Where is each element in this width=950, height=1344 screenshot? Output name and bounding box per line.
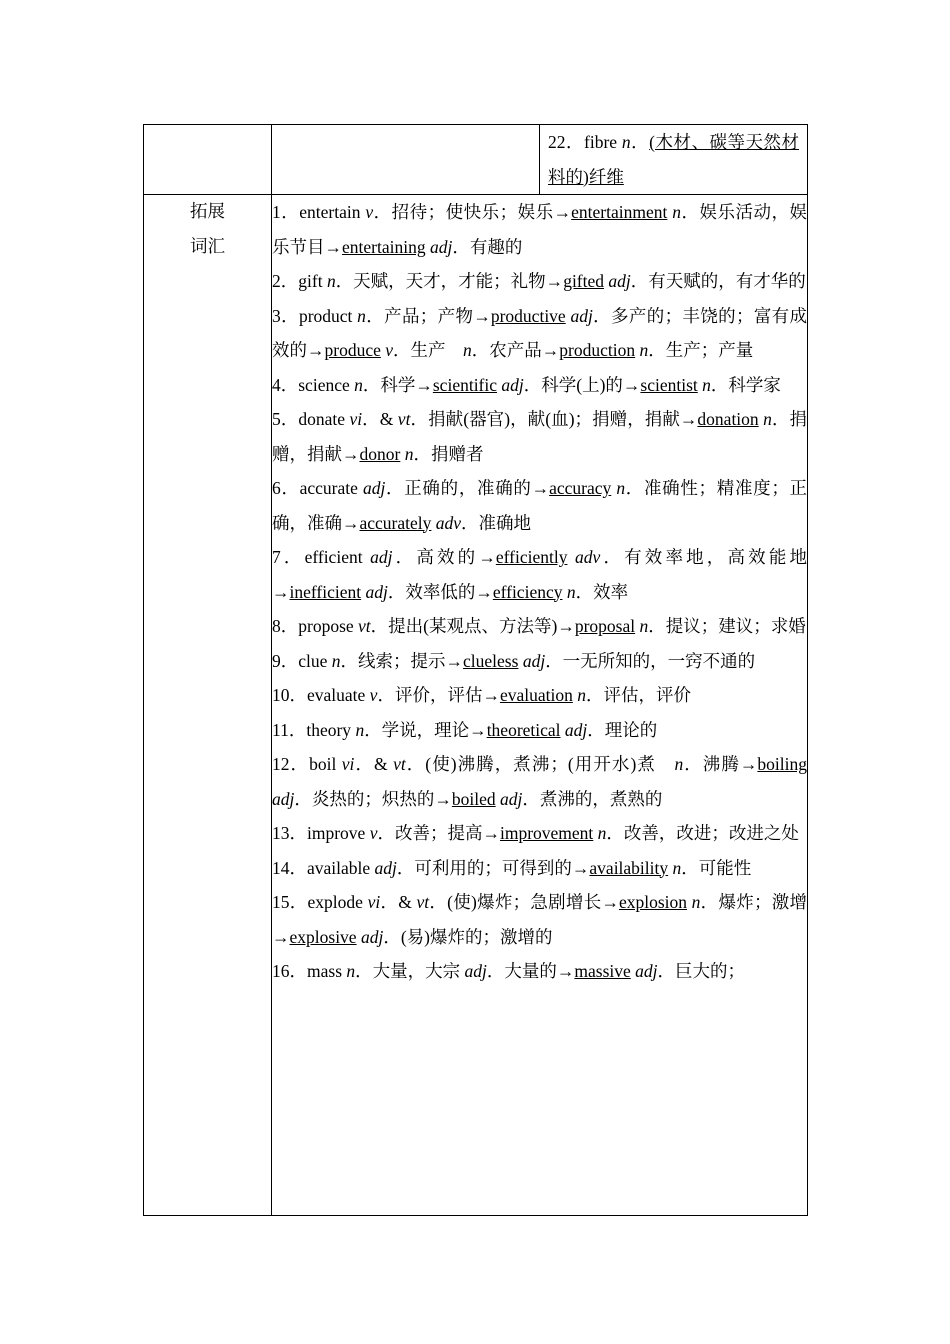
vocabulary-table: [143, 124, 808, 1216]
entry-text: 12．boil: [272, 754, 342, 774]
part-of-speech: n: [357, 305, 366, 326]
entry-meaning: (木材、碳等天然材料的)纤维: [548, 132, 799, 187]
derived-word: availability: [589, 857, 669, 878]
part-of-speech: vi: [341, 754, 355, 774]
entry-text: ．正确的，准确的→: [385, 478, 550, 498]
entry-text: ．改善；提高→: [377, 823, 500, 843]
entry-text: ．炎热的；炽热的→: [294, 788, 452, 809]
part-of-speech: v: [369, 685, 378, 705]
entry-text: 11．theory: [272, 719, 356, 740]
part-of-speech: adj: [522, 650, 546, 671]
category-label: [144, 195, 271, 264]
part-of-speech: n: [404, 443, 414, 464]
vocab-entry: [272, 540, 807, 609]
part-of-speech: adj: [374, 857, 397, 878]
part-of-speech: n: [702, 374, 711, 395]
derived-word: scientist: [640, 374, 698, 395]
part-of-speech: v: [365, 202, 374, 222]
part-of-speech: adj: [564, 719, 588, 740]
derived-word: proposal: [574, 616, 636, 636]
part-of-speech: adj: [362, 478, 386, 498]
entry-text: ．招待；使快乐；娱乐→: [373, 202, 572, 222]
part-of-speech: n: [621, 132, 631, 152]
part-of-speech: n: [331, 650, 341, 671]
entry-text: ．有效率地，高效能地→: [272, 547, 807, 602]
derived-word: explosive: [289, 926, 357, 947]
entry-text: ．巨大的；: [657, 961, 746, 981]
part-of-speech: n: [674, 754, 684, 774]
entry-text: 16．mass: [272, 961, 347, 981]
entry-text: 9．clue: [272, 650, 332, 671]
entry-text: ．捐献(器官)，献(血)；捐赠，捐献→: [410, 409, 698, 429]
derived-word: gifted: [563, 271, 605, 291]
entry-text: ．提议；建议；求婚: [648, 616, 806, 636]
part-of-speech: adj: [570, 305, 593, 326]
entry-text: ．(使)沸腾，煮沸；(用开水)煮: [405, 754, 675, 774]
part-of-speech: adj: [360, 926, 384, 947]
entry-text: 3．product: [272, 305, 358, 326]
derived-word: accuracy: [549, 478, 612, 498]
part-of-speech: n: [616, 478, 626, 498]
derived-word: efficiently: [495, 547, 568, 567]
derived-word: production: [559, 340, 636, 360]
entry-text: ．可能性: [681, 857, 752, 878]
part-of-speech: vt: [358, 616, 371, 636]
part-of-speech: adj: [608, 271, 631, 291]
vocab-entry: [540, 125, 807, 194]
part-of-speech: n: [672, 202, 682, 222]
vocab-entry: [272, 954, 807, 989]
part-of-speech: n: [566, 581, 576, 602]
entry-text: ．产品；产物→: [365, 305, 491, 326]
part-of-speech: adj: [272, 788, 295, 809]
entry-text: ．高效的→: [392, 547, 496, 567]
entry-text: 1．entertain: [272, 202, 366, 222]
part-of-speech: adj: [500, 788, 523, 809]
vocab-cell: [540, 125, 808, 195]
entry-text: ．科学(上)的→: [523, 374, 641, 395]
derived-word: clueless: [463, 650, 519, 671]
vocab-entry: [272, 816, 807, 851]
part-of-speech: n: [355, 719, 365, 740]
table-row: [144, 195, 808, 1216]
entry-text: ．煮沸的，煮熟的: [522, 788, 663, 809]
entry-text: 7．efficient: [272, 547, 371, 567]
derived-word: boiled: [451, 788, 496, 809]
part-of-speech: v: [385, 340, 394, 360]
entry-text: 15．explode: [272, 892, 368, 912]
part-of-speech: n: [763, 409, 772, 429]
vocab-list-cell: [272, 195, 808, 1216]
table-row: [144, 125, 808, 195]
entry-text: ．有天赋的，有才华的: [630, 271, 806, 291]
vocab-entry: [272, 609, 807, 644]
entry-text: ．大量，大宗: [355, 961, 465, 981]
part-of-speech: vi: [349, 409, 363, 429]
entry-text: ．准确地: [461, 512, 532, 533]
part-of-speech: n: [326, 271, 336, 291]
vocab-entry: [272, 402, 807, 471]
derived-word: improvement: [499, 823, 594, 843]
entry-text: ．(易)爆炸的；激增的: [383, 926, 553, 947]
entry-text: ．评估，评价: [585, 685, 691, 705]
entry-text: ．理论的: [587, 719, 658, 740]
derived-word: efficiency: [492, 581, 563, 602]
entry-text: ．科学→: [362, 374, 433, 395]
part-of-speech: adj: [635, 961, 658, 981]
entry-text: ．&: [354, 754, 394, 774]
category-cell: [144, 195, 272, 1216]
entry-text: ．线索；提示→: [340, 650, 464, 671]
entry-text: [567, 547, 575, 567]
derived-word: massive: [574, 961, 631, 981]
entry-text: ．多产的；丰饶的；富有成效的→: [272, 305, 807, 360]
part-of-speech: n: [691, 892, 701, 912]
vocab-entry: [272, 368, 807, 403]
part-of-speech: adv: [435, 512, 462, 533]
derived-word: theoretical: [486, 719, 561, 740]
part-of-speech: adv: [575, 547, 601, 567]
vocab-entry: [272, 644, 807, 679]
part-of-speech: n: [639, 340, 649, 360]
entry-text: ．生产；产量: [648, 340, 754, 360]
vocab-entry: [272, 264, 807, 299]
entry-text: ．可利用的；可得到的→: [396, 857, 590, 878]
entry-text: ．生产: [393, 340, 464, 360]
entry-text: ．改善，改进；改进之处: [606, 823, 799, 843]
derived-word: productive: [490, 305, 566, 326]
part-of-speech: n: [346, 961, 356, 981]
vocab-entry: [272, 678, 807, 713]
derived-word: donor: [359, 443, 401, 464]
part-of-speech: adj: [464, 961, 487, 981]
entry-text: ．效率: [575, 581, 629, 602]
entry-text: 5．donate: [272, 409, 350, 429]
entry-text: ．捐赠，捐献→: [272, 409, 807, 464]
entry-text: ．评价，评估→: [377, 685, 500, 705]
entry-text: 2．gift: [272, 271, 327, 291]
entry-text: 8．propose: [272, 616, 359, 636]
part-of-speech: vt: [397, 409, 411, 429]
derived-word: evaluation: [499, 685, 573, 705]
vocab-entry: [272, 471, 807, 540]
entry-text: ．准确性；精准度；正确，准确→: [272, 478, 807, 533]
entry-text: ．爆炸；激增→: [272, 892, 807, 947]
derived-word: scientific: [432, 374, 498, 395]
empty-cell: [272, 125, 540, 195]
vocab-entry: [272, 299, 807, 368]
part-of-speech: n: [577, 685, 586, 705]
part-of-speech: vi: [367, 892, 381, 912]
entry-word: fibre: [584, 132, 618, 152]
part-of-speech: vt: [393, 754, 406, 774]
part-of-speech: n: [597, 823, 607, 843]
derived-word: inefficient: [289, 581, 362, 602]
entry-text: ．农产品→: [471, 340, 560, 360]
entry-separator: ．: [630, 132, 650, 152]
derived-word: entertaining: [342, 236, 426, 257]
entry-text: ．一无所知的，一窍不通的: [545, 650, 756, 671]
vocab-entry: [272, 713, 807, 748]
part-of-speech: vt: [416, 892, 430, 912]
vocab-entry: [272, 885, 807, 954]
entry-text: ．提出(某观点、方法等)→: [370, 616, 575, 636]
part-of-speech: adj: [370, 547, 393, 567]
empty-cell: [144, 125, 272, 195]
entry-text: ．(使)爆炸；急剧增长→: [429, 892, 619, 912]
entry-text: 10．evaluate: [272, 685, 370, 705]
entry-text: ．天赋，天才，才能；礼物→: [335, 271, 564, 291]
entry-text: ．科学家: [710, 374, 781, 395]
vocab-entry: [272, 747, 807, 816]
entry-text: 6．accurate: [272, 478, 363, 498]
entry-text: ．娱乐活动，娱乐节目→: [272, 202, 807, 257]
entry-text: 14．available: [272, 857, 375, 878]
derived-word: produce: [324, 340, 381, 360]
entry-number: 22．: [548, 132, 584, 152]
derived-word: boiling: [757, 754, 807, 774]
entry-text: ．沸腾→: [683, 754, 758, 774]
part-of-speech: v: [369, 823, 378, 843]
derived-word: explosion: [618, 892, 688, 912]
entry-text: ．&: [362, 409, 398, 429]
entry-text: ．学说，理论→: [364, 719, 487, 740]
entry-text: ．&: [380, 892, 417, 912]
entry-text: ．捐赠者: [413, 443, 484, 464]
part-of-speech: adj: [501, 374, 524, 395]
category-label-line: 词汇: [190, 236, 225, 257]
entry-text: ．有趣的: [452, 236, 523, 257]
entry-text: ．效率低的→: [387, 581, 493, 602]
entry-text: 4．science: [272, 374, 355, 395]
part-of-speech: adj: [365, 581, 388, 602]
entry-text: ．大量的→: [486, 961, 575, 981]
part-of-speech: adj: [429, 236, 453, 257]
vocab-entry: [272, 195, 807, 264]
entry-text: 13．improve: [272, 823, 370, 843]
category-label-line: 拓展: [190, 202, 225, 222]
derived-word: donation: [697, 409, 759, 429]
part-of-speech: n: [463, 340, 472, 360]
vocab-entry: [272, 851, 807, 886]
part-of-speech: n: [639, 616, 649, 636]
part-of-speech: n: [672, 857, 682, 878]
part-of-speech: n: [354, 374, 363, 395]
derived-word: entertainment: [571, 202, 668, 222]
derived-word: accurately: [359, 512, 432, 533]
vocab-entry-list: [272, 195, 807, 1215]
